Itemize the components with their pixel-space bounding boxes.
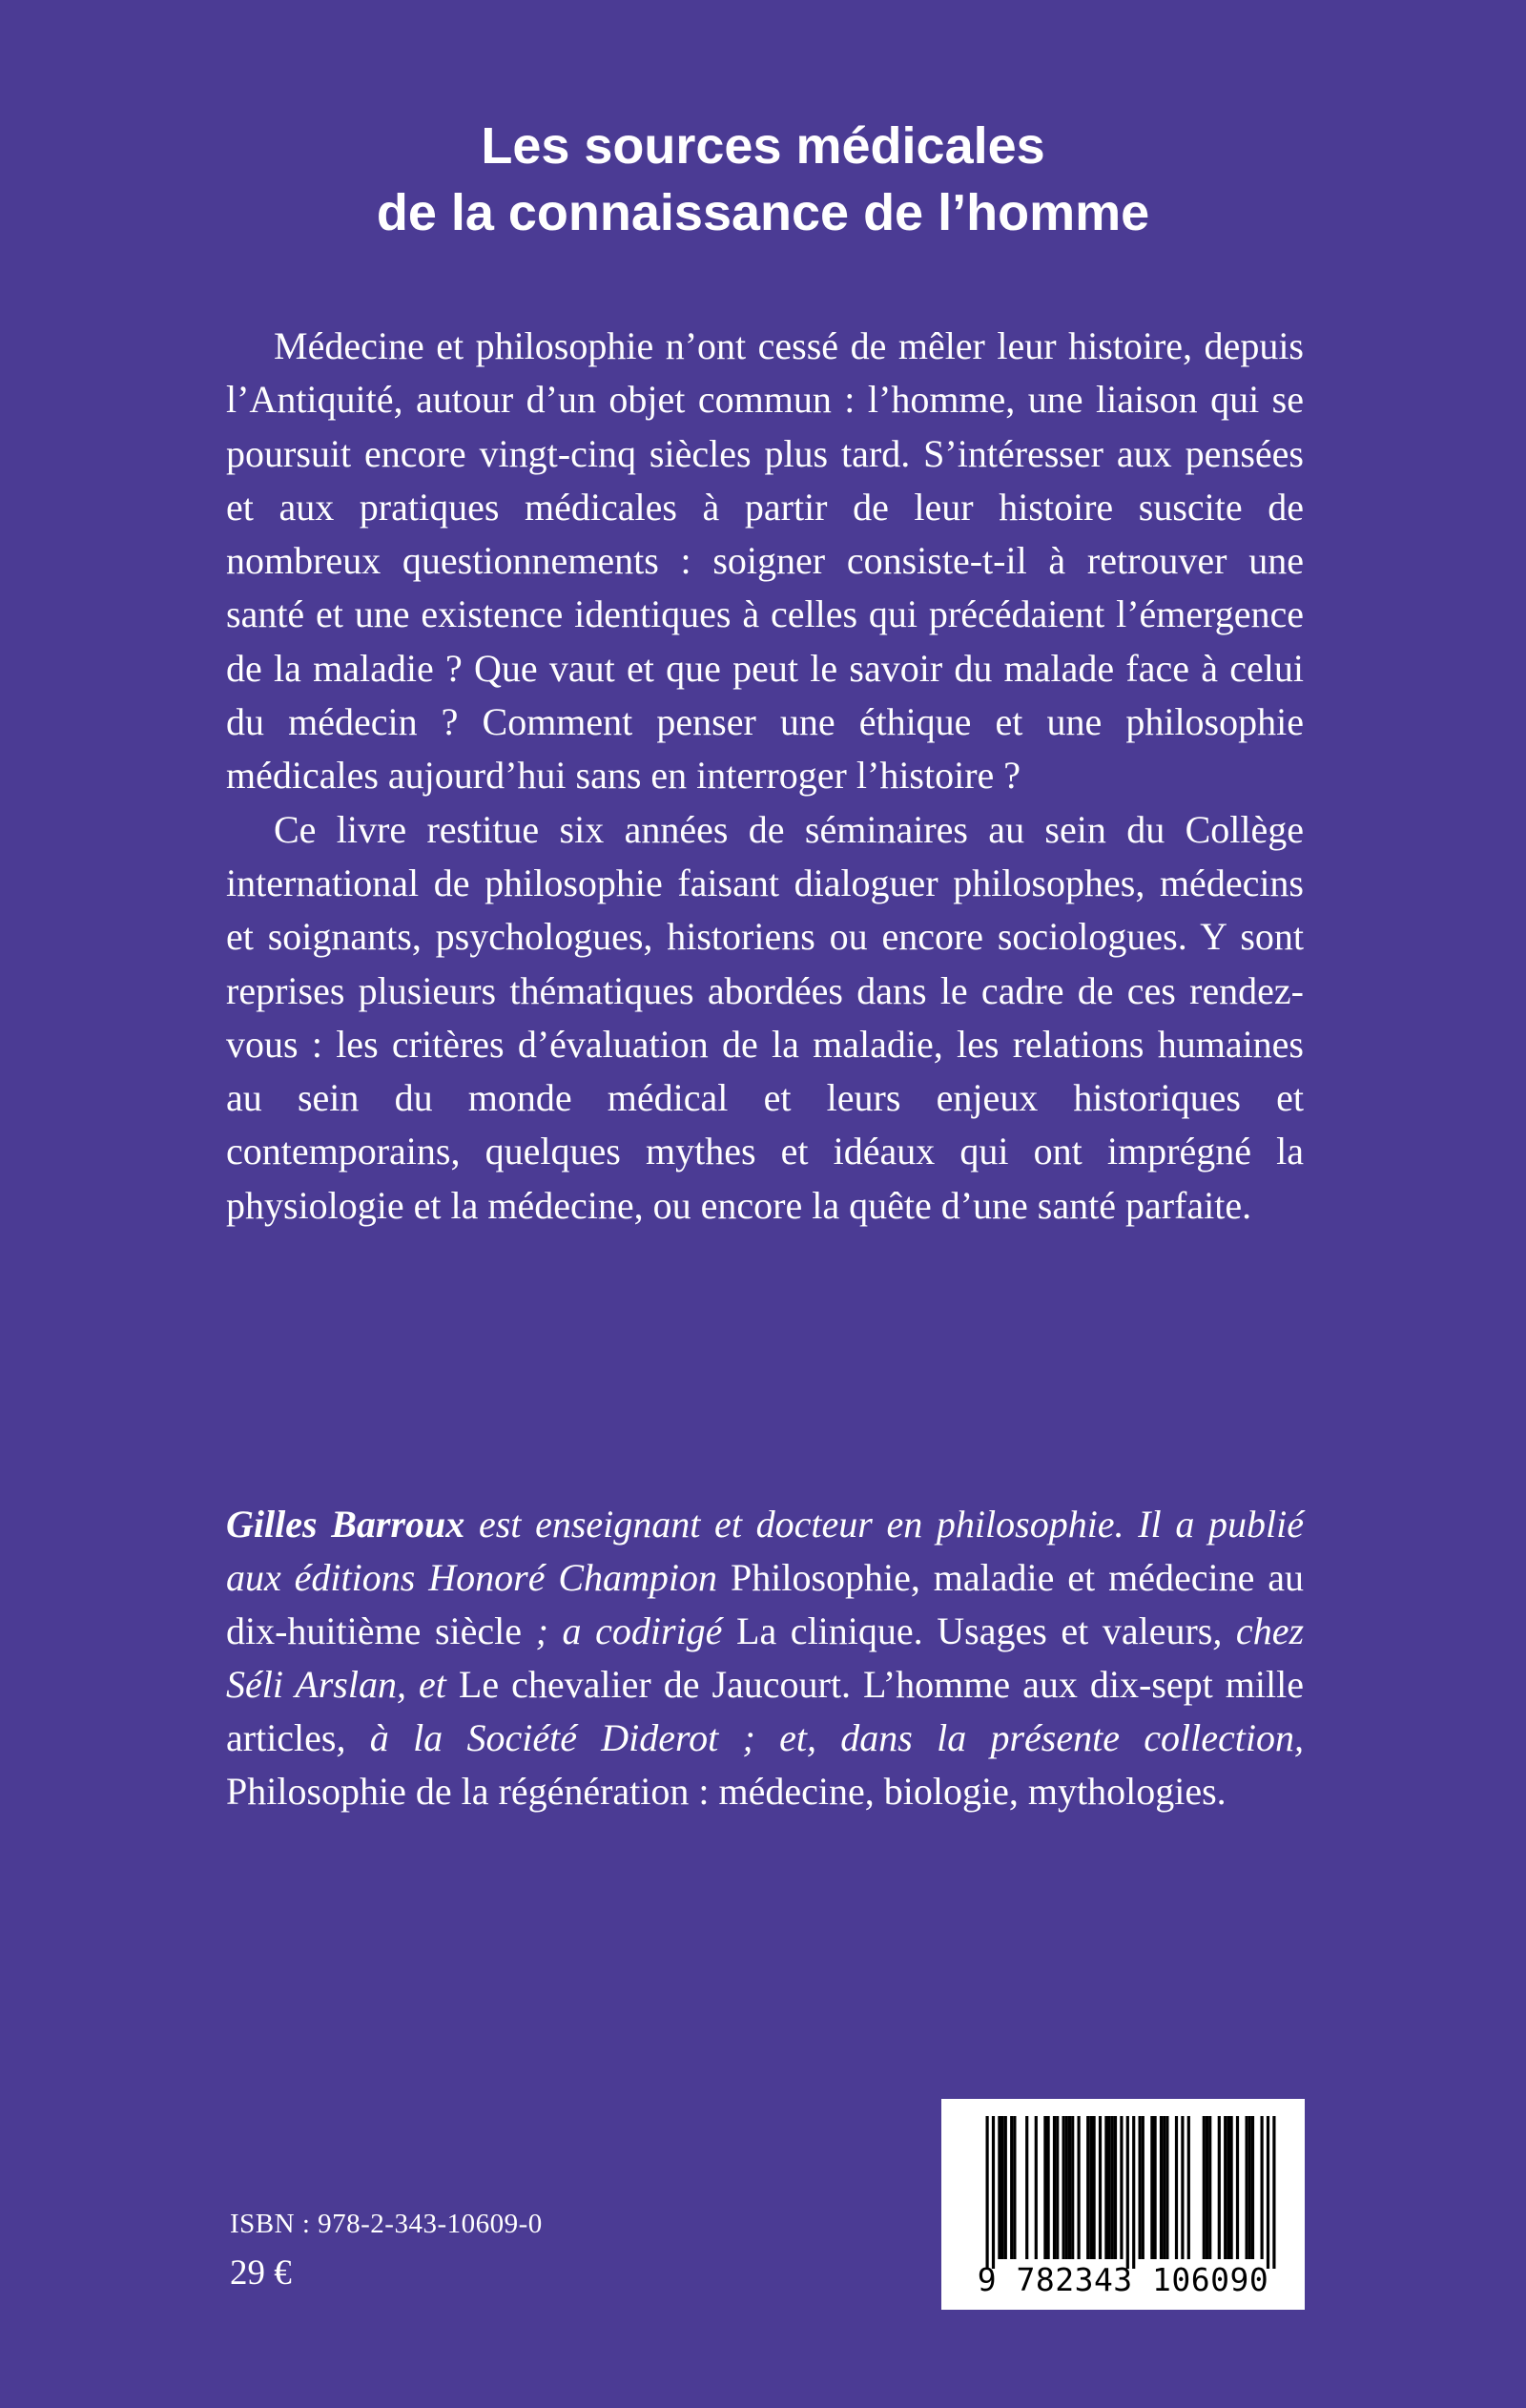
barcode-bar [1010,2116,1013,2259]
barcode-bar [1175,2116,1178,2259]
barcode-bar [1004,2116,1007,2259]
barcode-bar [1099,2116,1102,2259]
author-work-title-2: La clinique. Usages et valeurs [736,1609,1213,1652]
barcode-bar [1227,2116,1229,2259]
barcode-bar [1272,2116,1275,2269]
barcode-bar [1114,2116,1117,2259]
author-bio-text-3: , chez Séli Arslan, et [226,1609,1305,1706]
barcode-bar [1163,2116,1165,2259]
barcode-bar [1206,2116,1208,2259]
author-work-title-3: Le chevalier de Jaucourt. L’homme aux dix-sept mille articles [226,1663,1304,1759]
book-title-line-1: Les sources médicales [481,117,1045,175]
barcode-bar [1111,2116,1114,2259]
barcode-bar [1104,2116,1107,2259]
barcode-bar [1025,2116,1028,2259]
barcode-bar [1251,2116,1254,2259]
author-bio-text-1: est enseignant et docteur en philosophie. Il a publié aux éditions Honoré Champion [226,1503,1305,1599]
author-bio-text-4: , à la Société Diderot ; et, dans la présente collection, [336,1716,1304,1759]
barcode-bar [998,2116,1000,2259]
barcode-bar [992,2116,995,2269]
barcode-bar [1035,2116,1038,2259]
barcode-bar [1120,2116,1123,2259]
barcode-bar [1261,2116,1264,2259]
barcode-bar [1053,2116,1056,2259]
author-bio [226,1498,1304,1818]
barcode-bar [1246,2116,1248,2259]
barcode-bar [1187,2116,1190,2259]
barcode-bar [1056,2116,1059,2259]
summary-paragraph-1: Médecine et philosophie n’ont cessé de mêler leur histoire, depuis l’Antiquité, autour d’un objet commun : l’homme, une liaison qui se poursuit encore vingt-cinq siècles plus tard. S’intéresser aux pensées et aux pratiques médicales à partir de leur histoire suscite de nombreux questionnements : soigner consiste-t-il à retrouver une santé et une existence identiques à celles qui précédaient l’émergence de la maladie ? Que vaut et que peut le savoir du malade face à celui du médecin ? Comment penser une éthique et une philosophie médicales aujourd’hui sans en interroger l’histoire ? [226,324,1304,798]
barcode-bar [1001,2116,1004,2259]
author-bio-text-2: ; a codirigé [522,1609,737,1652]
barcode-bar [1086,2116,1089,2259]
barcode-bar [1236,2116,1239,2259]
barcode-bar [1224,2116,1227,2259]
barcode-bar [1126,2116,1129,2269]
barcode-bar [1165,2116,1168,2259]
barcode-bar [1142,2116,1144,2259]
author-work-title-1: Philosophie, maladie et médecine au dix-huitième siècle [226,1556,1304,1652]
summary-paragraph-2: Ce livre restitue six années de séminaires au sein du Collège international de philosophie faisant dialoguer philosophes, médecins et soignants, psychologues, historiens ou encore sociologues. Y sont reprises plusieurs thématiques abordées dans le cadre de ces rendez-vous : les critères d’évaluation de la maladie, les relations humaines au sein du monde médical et leurs enjeux historiques et contemporains, quelques mythes et idéaux qui ont imprégné la physiologie et la médecine, ou encore la quête d’une santé parfaite. [226,807,1304,1227]
barcode-bar [1132,2116,1135,2269]
author-work-title-4: Philosophie de la régénération : médecine, biologie, mythologies. [226,1770,1227,1813]
book-title [0,113,1526,246]
author-name: Gilles Barroux [226,1503,465,1546]
barcode-bar [1203,2116,1206,2259]
barcode-bar [1043,2116,1046,2259]
price-label: 29 € [230,2253,292,2293]
barcode-bar [1108,2116,1111,2259]
barcode-bar [1181,2116,1184,2259]
barcode-bar [1047,2116,1050,2259]
barcode-bar [1218,2116,1221,2259]
barcode-bar [1139,2116,1142,2259]
barcode-bar [1160,2116,1163,2259]
barcode [941,2099,1305,2310]
barcode-bar [986,2116,989,2269]
barcode-bar [1062,2116,1065,2259]
barcode-bar [1150,2116,1153,2259]
barcode-bar [1093,2116,1096,2259]
barcode-bar [1089,2116,1092,2259]
barcode-bar [1068,2116,1071,2259]
book-title-line-2: de la connaissance de l’homme [376,184,1150,241]
barcode-bar [1230,2116,1233,2259]
barcode-bar [1208,2116,1211,2259]
barcode-bar [1078,2116,1081,2259]
barcode-bar [1154,2116,1157,2259]
barcode-digits: 9 782343 106090 [977,2261,1269,2298]
barcode-bar [1071,2116,1074,2259]
barcode-bar [1267,2116,1269,2269]
barcode-bar [1248,2116,1251,2259]
book-summary [226,320,1304,1233]
barcode-bar [1065,2116,1068,2259]
isbn-label: ISBN : 978-2-343-10609-0 [230,2209,543,2239]
barcode-bar [1013,2116,1016,2259]
